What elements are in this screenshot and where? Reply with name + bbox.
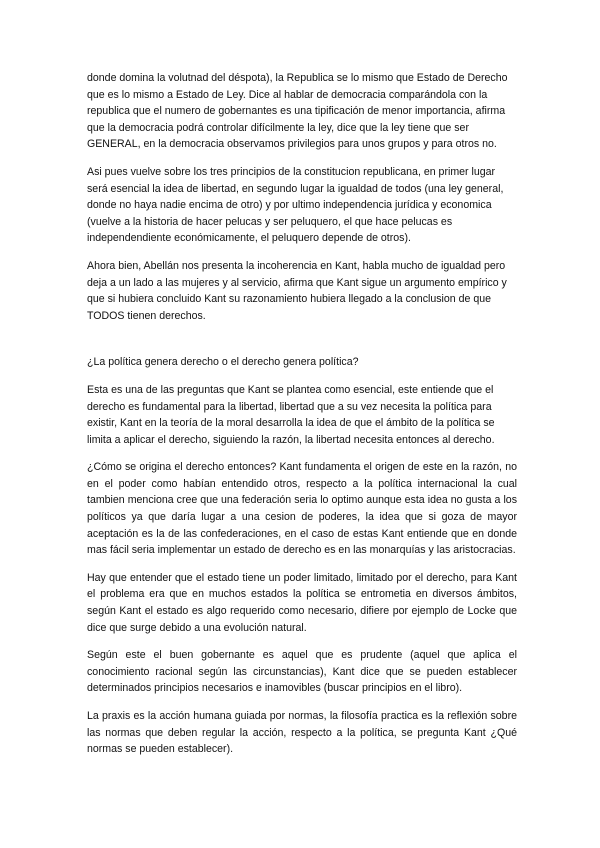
section-question-heading: ¿La política genera derecho o el derecho genera política? [87,356,359,369]
paragraph-libertad: Esta es una de las preguntas que Kant se plantea como esencial, este entiende que el derecho es fundamental para la libertad, libertad que a su vez necesita la política para existir, Kant en la teoría de la moral desarrolla la idea de que el ámbito de la política se limita a aplicar el derecho, siguiendo la razón, la libertad necesita entonces al derecho. [87,383,495,446]
paragraph-estado-limitado: Hay que entender que el estado tiene un poder limitado, limitado por el derecho, para Kant el problema era que en muchos estados la política se entrometia en diversos ámbitos, según Kant el estado es algo requerido como necesario, difiere por ejemplo de Locke que dice que surge debido a una evolución natural. [87,571,517,634]
paragraph-praxis: La praxis es la acción humana guiada por normas, la filosofía practica es la reflexión sobre las normas que deben regular la acción, respecto a la política, se pregunta Kant ¿Qué normas se pueden establecer). [87,710,517,756]
paragraph-principios: Asi pues vuelve sobre los tres principios de la constitucion republicana, en primer lugar será esencial la idea de libertad, en segundo lugar la igualdad de todos (una ley general, donde no haya nadie encima de otro) y por ultimo independencia jurídica y economica (vuelve a la historia de hacer pelucas y ser peluquero, el que hace pelucas es independendiente económicamente, el peluquero depende de otros). [87,165,504,245]
paragraph-democracia: donde domina la volutnad del déspota), la Republica se lo mismo que Estado de Derecho que es lo mismo a Estado de Ley. Dice al hablar de democracia comparándola con la republica que el numero de gobernantes es una tipificación de menor importancia, afirma que la democracia podrá controlar difícilmente la ley, dice que la ley tiene que ser GENERAL, en la democracia observamos privilegios para unos grupos y para otros no. [87,72,508,151]
paragraph-buen-gobernante: Según este el buen gobernante es aquel que es prudente (aquel que aplica el conocimiento racional según las circunstancias), Kant dice que se pueden establecer determinados principios necesarios e inamovibles (buscar principios en el libro). [87,649,517,695]
paragraph-abellan: Ahora bien, Abellán nos presenta la incoherencia en Kant, habla mucho de igualdad pero deja a un lado a las mujeres y al servicio, afirma que Kant sigue un argumento empírico y que si hubiera concluido Kant su razonamiento hubiera llegado a la conclusion de que TODOS tienen derechos. [87,259,507,322]
document-page [87,70,517,769]
paragraph-origen-derecho: ¿Cómo se origina el derecho entonces? Kant fundamenta el origen de este en la razón, no en el poder como habían entendido otros, respecto a la política internacional la cual tambien menciona cree que una federación seria lo optimo aunque esta idea no gusta a los políticos ya que daría lugar a una cesion de poderes, la idea que si goza de mayor aceptación es la de las confederaciones, en el caso de estas Kant entiende que en donde mas fácil seria implementar un estado de derecho es en las monarquías y las aristocracias. [87,461,517,557]
